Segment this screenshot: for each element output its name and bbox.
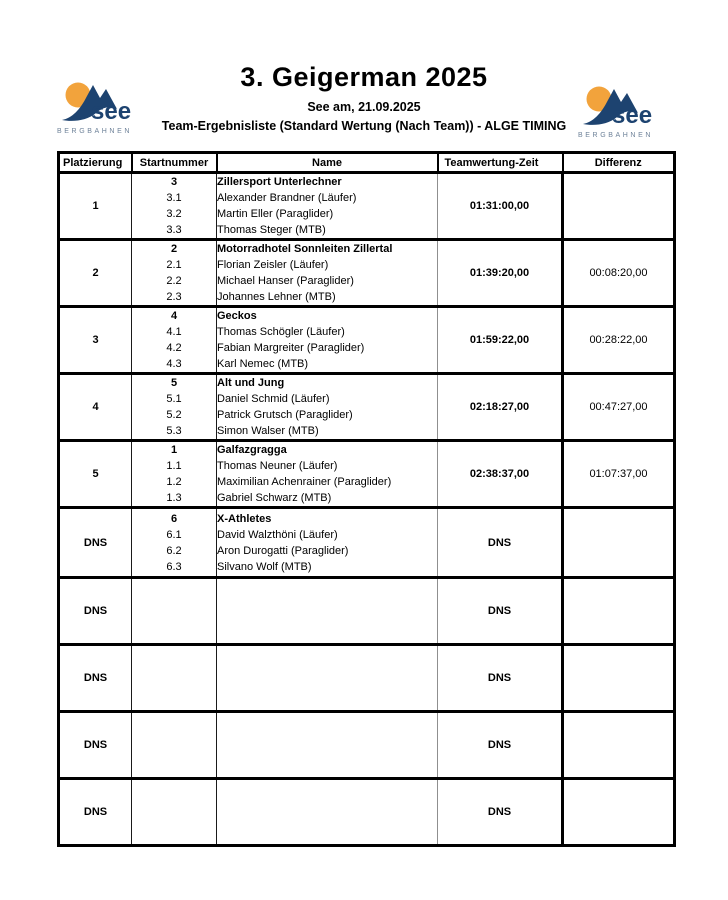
team-name: Alt und Jung bbox=[217, 377, 285, 389]
member-name: Thomas Steger (MTB) bbox=[217, 224, 326, 236]
member-name: Alexander Brandner (Läufer) bbox=[217, 192, 357, 204]
start-number: 4.2 bbox=[166, 342, 182, 354]
cell-name bbox=[217, 173, 438, 240]
cell-startnummer bbox=[132, 779, 217, 846]
start-number: 1.3 bbox=[166, 492, 182, 504]
cell-name bbox=[217, 712, 438, 779]
table-row bbox=[59, 240, 675, 307]
start-number: 2.2 bbox=[166, 275, 182, 287]
header-platzierung: Platzierung bbox=[59, 153, 132, 173]
results-table bbox=[57, 151, 676, 847]
cell-name bbox=[217, 508, 438, 578]
member-name: Aron Durogatti (Paraglider) bbox=[217, 544, 349, 557]
start-number: 5.1 bbox=[166, 393, 182, 405]
logo-word: see bbox=[91, 98, 132, 125]
cell-startnummer bbox=[132, 441, 217, 508]
see-bergbahnen-logo-right bbox=[577, 82, 672, 140]
cell-differenz: 00:28:22,00 bbox=[563, 307, 675, 374]
cell-name bbox=[217, 307, 438, 374]
header-startnummer: Startnummer bbox=[132, 153, 217, 173]
start-number: 1.2 bbox=[166, 476, 182, 488]
cell-startnummer bbox=[132, 374, 217, 441]
table-row bbox=[59, 712, 675, 779]
member-name: Fabian Margreiter (Paraglider) bbox=[217, 342, 365, 354]
cell-startnummer bbox=[132, 508, 217, 578]
cell-differenz bbox=[563, 508, 675, 578]
cell-teamwertung-zeit: DNS bbox=[438, 712, 563, 779]
cell-platzierung: 3 bbox=[59, 307, 132, 374]
cell-startnummer bbox=[132, 645, 217, 712]
cell-differenz bbox=[563, 779, 675, 846]
see-bergbahnen-logo-left bbox=[56, 78, 151, 136]
logo-word: see bbox=[612, 102, 653, 129]
cell-platzierung: 4 bbox=[59, 374, 132, 441]
header-differenz: Differenz bbox=[563, 153, 675, 173]
cell-teamwertung-zeit: DNS bbox=[438, 578, 563, 645]
start-number: 1.1 bbox=[166, 460, 182, 472]
member-name: Thomas Schögler (Läufer) bbox=[217, 326, 345, 338]
start-number: 6.2 bbox=[166, 544, 182, 557]
results-table-body bbox=[59, 173, 675, 846]
cell-differenz bbox=[563, 173, 675, 240]
list-description: Team-Ergebnisliste (Standard Wertung (Nach Team)) - ALGE TIMING bbox=[161, 119, 567, 133]
cell-differenz bbox=[563, 645, 675, 712]
member-name: David Walzthöni (Läufer) bbox=[217, 528, 338, 541]
cell-startnummer bbox=[132, 307, 217, 374]
start-number: 5.2 bbox=[166, 409, 182, 421]
cell-differenz bbox=[563, 578, 675, 645]
team-name: Zillersport Unterlechner bbox=[217, 176, 342, 188]
start-number: 3.3 bbox=[166, 224, 182, 236]
member-name: Martin Eller (Paraglider) bbox=[217, 208, 334, 220]
cell-teamwertung-zeit: DNS bbox=[438, 645, 563, 712]
member-name: Silvano Wolf (MTB) bbox=[217, 560, 312, 573]
cell-platzierung: 1 bbox=[59, 173, 132, 240]
table-row bbox=[59, 578, 675, 645]
table-header-row bbox=[59, 153, 675, 173]
team-name: Motorradhotel Sonnleiten Zillertal bbox=[217, 243, 393, 255]
table-row bbox=[59, 374, 675, 441]
start-number: 3.2 bbox=[166, 208, 182, 220]
table-row bbox=[59, 173, 675, 240]
cell-name bbox=[217, 578, 438, 645]
member-name: Maximilian Achenrainer (Paraglider) bbox=[217, 476, 392, 488]
cell-platzierung: DNS bbox=[59, 645, 132, 712]
table-row bbox=[59, 779, 675, 846]
header-teamwertung-zeit: Teamwertung-Zeit bbox=[438, 153, 563, 173]
start-number: 5.3 bbox=[166, 425, 182, 437]
logo-subtext: BERGBAHNEN bbox=[578, 132, 654, 139]
start-number: 6.1 bbox=[166, 528, 182, 541]
logo-subtext: BERGBAHNEN bbox=[57, 128, 133, 135]
member-name: Thomas Neuner (Läufer) bbox=[217, 460, 338, 472]
cell-startnummer bbox=[132, 712, 217, 779]
cell-teamwertung-zeit: 01:31:00,00 bbox=[438, 173, 563, 240]
start-number: 3 bbox=[170, 176, 178, 188]
cell-name bbox=[217, 374, 438, 441]
start-number: 3.1 bbox=[166, 192, 182, 204]
cell-differenz: 01:07:37,00 bbox=[563, 441, 675, 508]
cell-platzierung: DNS bbox=[59, 712, 132, 779]
start-number: 2.1 bbox=[166, 259, 182, 271]
event-date: See am, 21.09.2025 bbox=[307, 100, 421, 114]
cell-platzierung: DNS bbox=[59, 779, 132, 846]
cell-platzierung: 2 bbox=[59, 240, 132, 307]
cell-teamwertung-zeit: DNS bbox=[438, 779, 563, 846]
table-row bbox=[59, 307, 675, 374]
cell-platzierung: DNS bbox=[59, 508, 132, 578]
member-name: Simon Walser (MTB) bbox=[217, 425, 319, 437]
start-number: 5 bbox=[170, 377, 178, 389]
header-name: Name bbox=[217, 153, 438, 173]
cell-startnummer bbox=[132, 240, 217, 307]
cell-platzierung: DNS bbox=[59, 578, 132, 645]
start-number: 4.1 bbox=[166, 326, 182, 338]
start-number: 4.3 bbox=[166, 358, 182, 370]
member-name: Daniel Schmid (Läufer) bbox=[217, 393, 330, 405]
document-header bbox=[0, 0, 728, 151]
page-title: 3. Geigerman 2025 bbox=[240, 62, 488, 92]
member-name: Michael Hanser (Paraglider) bbox=[217, 275, 354, 287]
cell-differenz bbox=[563, 712, 675, 779]
member-name: Patrick Grutsch (Paraglider) bbox=[217, 409, 353, 421]
team-name: Galfazgragga bbox=[217, 444, 287, 456]
cell-startnummer bbox=[132, 578, 217, 645]
start-number: 1 bbox=[170, 444, 178, 456]
start-number: 2 bbox=[170, 243, 178, 255]
cell-name bbox=[217, 779, 438, 846]
start-number: 2.3 bbox=[166, 291, 182, 303]
table-row bbox=[59, 508, 675, 578]
cell-startnummer bbox=[132, 173, 217, 240]
table-row bbox=[59, 441, 675, 508]
member-name: Florian Zeisler (Läufer) bbox=[217, 259, 329, 271]
start-number: 4 bbox=[170, 310, 178, 322]
cell-teamwertung-zeit: 02:38:37,00 bbox=[438, 441, 563, 508]
table-row bbox=[59, 645, 675, 712]
member-name: Johannes Lehner (MTB) bbox=[217, 291, 336, 303]
cell-platzierung: 5 bbox=[59, 441, 132, 508]
start-number: 6.3 bbox=[166, 560, 182, 573]
cell-differenz: 00:08:20,00 bbox=[563, 240, 675, 307]
cell-name bbox=[217, 645, 438, 712]
team-name: Geckos bbox=[217, 310, 257, 322]
team-name: X-Athletes bbox=[217, 512, 272, 525]
start-number: 6 bbox=[170, 512, 178, 525]
cell-differenz: 00:47:27,00 bbox=[563, 374, 675, 441]
cell-teamwertung-zeit: 02:18:27,00 bbox=[438, 374, 563, 441]
cell-teamwertung-zeit: DNS bbox=[438, 508, 563, 578]
member-name: Karl Nemec (MTB) bbox=[217, 358, 309, 370]
cell-teamwertung-zeit: 01:39:20,00 bbox=[438, 240, 563, 307]
cell-name bbox=[217, 240, 438, 307]
cell-name bbox=[217, 441, 438, 508]
cell-teamwertung-zeit: 01:59:22,00 bbox=[438, 307, 563, 374]
member-name: Gabriel Schwarz (MTB) bbox=[217, 492, 332, 504]
